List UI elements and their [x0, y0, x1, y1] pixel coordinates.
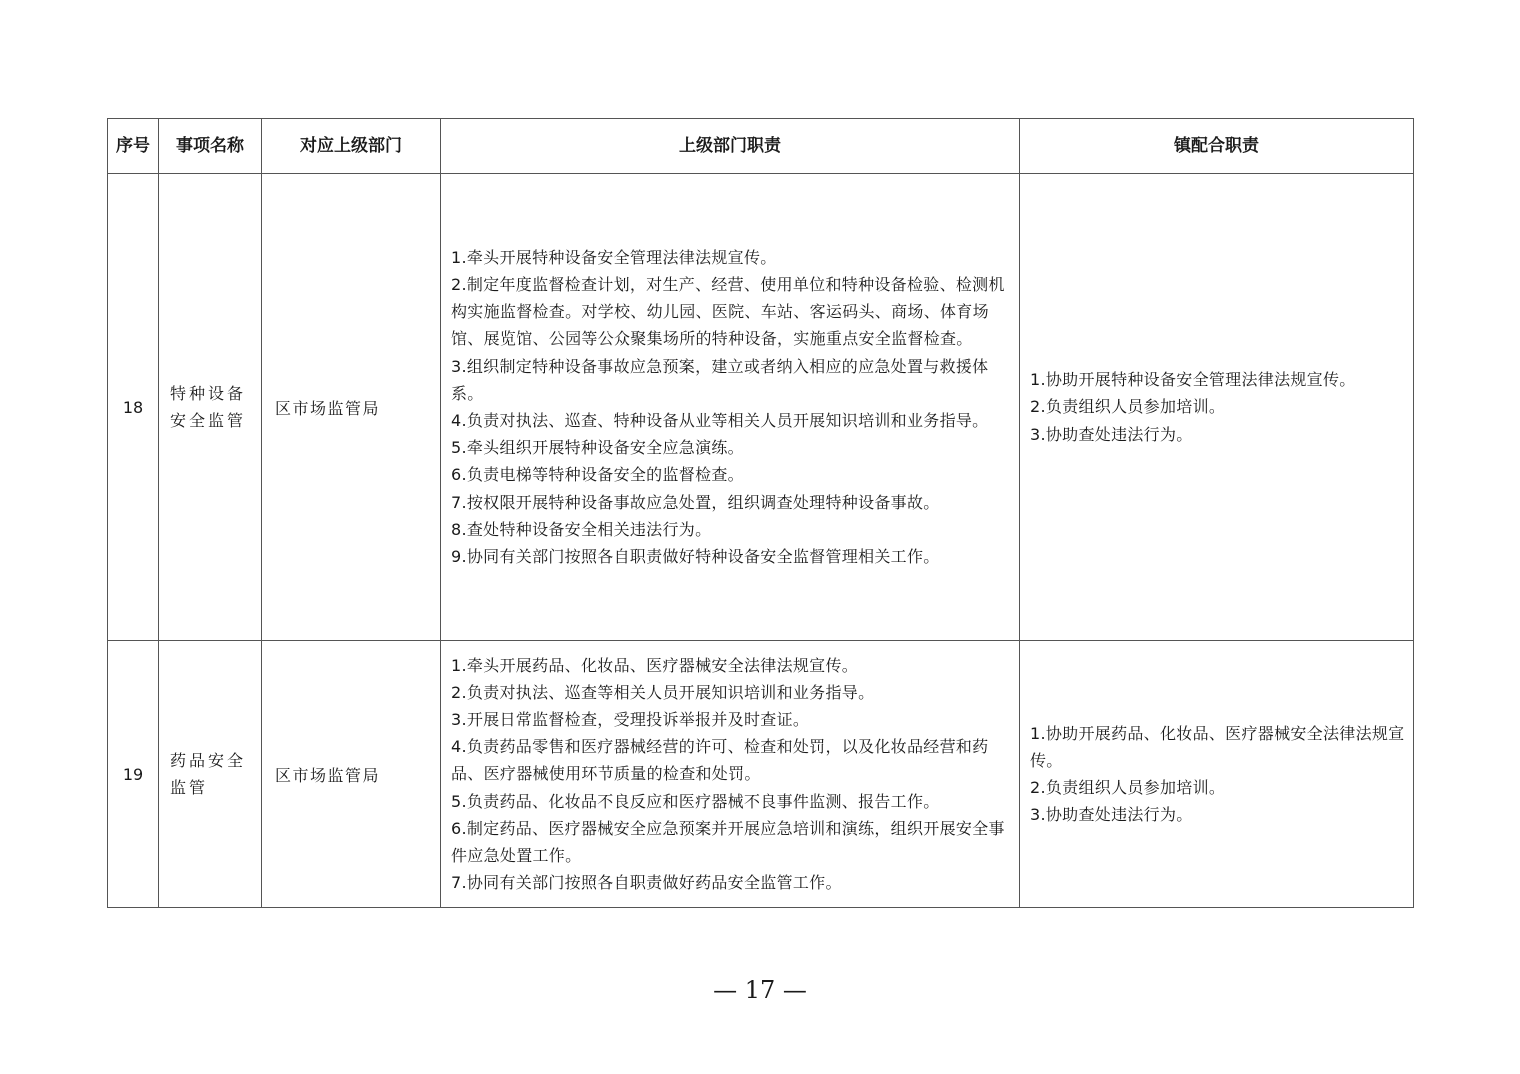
- duty-item: 9.协同有关部门按照各自职责做好特种设备安全监督管理相关工作。: [451, 547, 940, 567]
- duty-item: 1.牵头开展药品、化妆品、医疗器械安全法律法规宣传。: [451, 655, 859, 675]
- row-town-duties: [1020, 174, 1414, 641]
- duty-item: 1.协助开展特种设备安全管理法律法规宣传。: [1030, 370, 1356, 390]
- duty-item: 4.负责药品零售和医疗器械经营的许可、检查和处罚，以及化妆品经营和药品、医疗器械使用环节质量的检查和处罚。: [451, 737, 989, 784]
- header-upper-duties: 上级部门职责: [441, 119, 1020, 174]
- duties-table: [107, 118, 1414, 908]
- page-number: — 17 —: [713, 976, 807, 1004]
- duty-item: 2.负责组织人员参加培训。: [1030, 397, 1226, 417]
- duty-item: 8.查处特种设备安全相关违法行为。: [451, 519, 712, 539]
- duty-item: 6.负责电梯等特种设备安全的监督检查。: [451, 465, 744, 485]
- duty-item: 2.制定年度监督检查计划，对生产、经营、使用单位和特种设备检验、检测机构实施监督检查。对学校、幼儿园、医院、车站、客运码头、商场、体育场馆、展览馆、公园等公众聚集场所的特种设备，实施重点安全监督检查。: [451, 274, 1005, 349]
- duty-item: 4.负责对执法、巡查、特种设备从业等相关人员开展知识培训和业务指导。: [451, 411, 989, 430]
- table-row: [108, 174, 1414, 641]
- duty-item: 5.负责药品、化妆品不良反应和医疗器械不良事件监测、报告工作。: [451, 791, 940, 811]
- header-item-name: 事项名称: [159, 119, 262, 174]
- duty-item: 3.协助查处违法行为。: [1030, 424, 1193, 444]
- duty-item: 3.开展日常监督检查，受理投诉举报并及时查证。: [451, 709, 810, 729]
- row-seq: 19: [108, 641, 159, 908]
- duty-item: 1.牵头开展特种设备安全管理法律法规宣传。: [451, 247, 777, 267]
- row-department: 区市场监管局: [262, 641, 441, 908]
- header-seq: 序号: [108, 119, 159, 174]
- row-town-duties: [1020, 641, 1414, 908]
- duty-item: 2.负责对执法、巡查等相关人员开展知识培训和业务指导。: [451, 682, 875, 702]
- duty-item: 1.协助开展药品、化妆品、医疗器械安全法律法规宣传。: [1030, 723, 1405, 770]
- header-town-duties: 镇配合职责: [1020, 119, 1414, 174]
- row-item-name: 特种设备安全监管: [159, 174, 262, 641]
- header-upper-department: 对应上级部门: [262, 119, 441, 174]
- row-upper-duties: [441, 641, 1020, 908]
- row-upper-duties: [441, 174, 1020, 641]
- duty-item: 3.协助查处违法行为。: [1030, 805, 1193, 825]
- duty-item: 7.按权限开展特种设备事故应急处置，组织调查处理特种设备事故。: [451, 492, 940, 512]
- duty-item: 2.负责组织人员参加培训。: [1030, 778, 1226, 797]
- row-item-name: 药品安全监管: [159, 641, 262, 908]
- duty-item: 7.协同有关部门按照各自职责做好药品安全监管工作。: [451, 873, 842, 893]
- duty-item: 5.牵头组织开展特种设备安全应急演练。: [451, 438, 744, 458]
- duty-item: 3.组织制定特种设备事故应急预案，建立或者纳入相应的应急处置与救援体系。: [451, 356, 989, 403]
- table-row: [108, 641, 1414, 908]
- header-row: [108, 119, 1414, 174]
- duty-item: 6.制定药品、医疗器械安全应急预案并开展应急培训和演练，组织开展安全事件应急处置工作。: [451, 818, 1005, 865]
- row-department: 区市场监管局: [262, 174, 441, 641]
- row-seq: 18: [108, 174, 159, 641]
